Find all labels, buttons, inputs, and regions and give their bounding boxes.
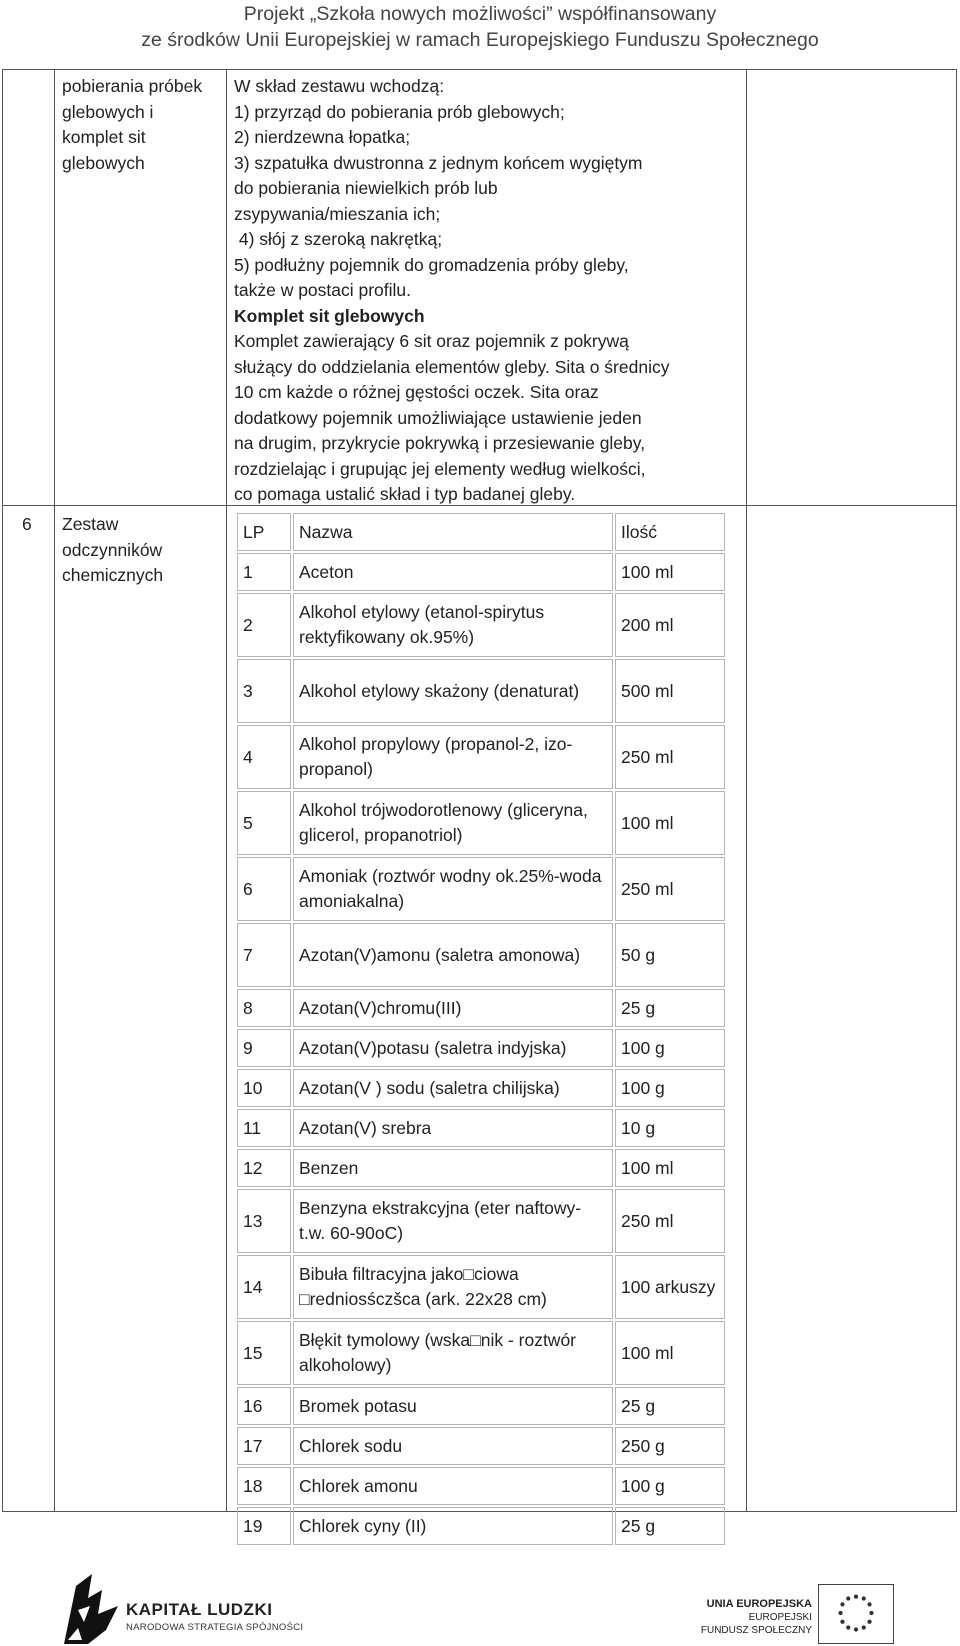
table-row: [237, 1387, 725, 1425]
desc-line: Komplet zawierający 6 sit oraz pojemnik z pokrywą: [234, 331, 629, 351]
cell-qty: 500 ml: [615, 659, 725, 723]
cell-qty: 100 arkuszy: [615, 1255, 725, 1319]
desc-line: do pobierania niewielkich prób lub: [234, 178, 498, 198]
table-row: [237, 1427, 725, 1465]
cell-qty: 100 g: [615, 1029, 725, 1067]
cell-name: Alkohol etylowy (etanol-spirytus rektyfikowany ok.95%): [293, 593, 613, 657]
cell-lp: 6: [237, 857, 291, 921]
prev-name-line: komplet sit: [62, 127, 146, 147]
header-name: Nazwa: [293, 513, 613, 551]
cell-qty: 100 ml: [615, 553, 725, 591]
table-row: [237, 1189, 725, 1253]
table-row: [237, 593, 725, 657]
cell-qty: 250 g: [615, 1427, 725, 1465]
cell-name: Alkohol trójwodorotlenowy (gliceryna, glicerol, propanotriol): [293, 791, 613, 855]
cell-name: Benzen: [293, 1149, 613, 1187]
row6-name: [62, 512, 224, 589]
desc-line: rozdzielając i grupując jej elementy według wielkości,: [234, 458, 646, 479]
kl-title: KAPITAŁ LUDZKI: [126, 1600, 273, 1619]
cell-lp: 18: [237, 1467, 291, 1505]
reagents-table-body: [237, 553, 725, 1545]
cell-qty: 250 ml: [615, 725, 725, 789]
desc-line: zsypywania/mieszania ich;: [234, 203, 441, 224]
row6-name-line: odczynników: [62, 539, 163, 560]
prev-row-description: [234, 74, 734, 508]
column-divider-3: [746, 69, 747, 1512]
footer: [0, 1560, 960, 1646]
table-row: [237, 1255, 725, 1319]
cell-lp: 14: [237, 1255, 291, 1319]
desc-line: 4) słój z szeroką nakrętką;: [234, 229, 443, 249]
desc-line: 10 cm każde o różnej gęstości oczek. Sita oraz: [234, 382, 599, 402]
cell-name: Azotan(V)amonu (saletra amonowa): [293, 923, 613, 987]
row6-name-line: chemicznych: [62, 565, 164, 585]
desc-line: 3) szpatułka dwustronna z jednym końcem wygiętym: [234, 152, 643, 173]
prev-name-line: glebowych: [62, 152, 145, 173]
cell-name: Benzyna ekstrakcyjna (eter naftowy- t.w. 60-90oC): [293, 1189, 613, 1253]
cell-lp: 1: [237, 553, 291, 591]
header-lp: LP: [237, 513, 291, 551]
column-divider-2: [226, 69, 227, 1512]
table-row: [237, 725, 725, 789]
cell-name: Chlorek amonu: [293, 1467, 613, 1505]
table-row: [237, 1321, 725, 1385]
column-divider-1: [54, 69, 55, 1512]
cell-qty: 100 ml: [615, 1321, 725, 1385]
cell-lp: 3: [237, 659, 291, 723]
desc-line: 1) przyrząd do pobierania prób glebowych;: [234, 101, 565, 122]
cell-qty: 250 ml: [615, 1189, 725, 1253]
kl-subtitle: NARODOWA STRATEGIA SPÓJNOŚCI: [126, 1622, 304, 1633]
cell-qty: 200 ml: [615, 593, 725, 657]
cell-lp: 8: [237, 989, 291, 1027]
cell-lp: 12: [237, 1149, 291, 1187]
cell-lp: 5: [237, 791, 291, 855]
kapital-ludzki-logo-icon: [58, 1570, 124, 1646]
eu-label: [700, 1598, 812, 1637]
desc-line: 2) nierdzewna łopatka;: [234, 127, 411, 147]
header-qty: Ilość: [615, 513, 725, 551]
eu-line-1: UNIA EUROPEJSKA: [706, 1598, 812, 1610]
eu-line-2: EUROPEJSKI: [748, 1612, 812, 1623]
cell-name: Azotan(V)chromu(III): [293, 989, 613, 1027]
desc-line: co pomaga ustalić skład i typ badanej gleby.: [234, 484, 576, 504]
cell-qty: 100 g: [615, 1467, 725, 1505]
cell-lp: 15: [237, 1321, 291, 1385]
cell-name: Aceton: [293, 553, 613, 591]
cell-qty: 50 g: [615, 923, 725, 987]
row-number: 6: [22, 514, 32, 534]
table-row: [237, 989, 725, 1027]
cell-lp: 10: [237, 1069, 291, 1107]
cell-name: Azotan(V)potasu (saletra indyjska): [293, 1029, 613, 1067]
eu-line-3: FUNDUSZ SPOŁECZNY: [700, 1625, 812, 1636]
desc-line: 5) podłużny pojemnik do gromadzenia próby gleby,: [234, 254, 629, 275]
desc-line: służący do oddzielania elementów gleby. Sita o średnicy: [234, 356, 670, 377]
desc-line: dodatkowy pojemnik umożliwiające ustawienie jeden: [234, 407, 642, 428]
header-line-1: Projekt „Szkoła nowych możliwości” współfinansowany: [243, 3, 717, 25]
cell-lp: 13: [237, 1189, 291, 1253]
cell-name: Azotan(V) srebra: [293, 1109, 613, 1147]
cell-name: Amoniak (roztwór wodny ok.25%-woda amoniakalna): [293, 857, 613, 921]
cell-name: Błękit tymolowy (wska□nik - roztwór alkoholowy): [293, 1321, 613, 1385]
cell-qty: 25 g: [615, 989, 725, 1027]
prev-row-name: [62, 74, 224, 176]
cell-lp: 11: [237, 1109, 291, 1147]
cell-qty: 250 ml: [615, 857, 725, 921]
desc-line: W skład zestawu wchodzą:: [234, 76, 445, 96]
cell-name: Alkohol propylowy (propanol-2, izo-propanol): [293, 725, 613, 789]
cell-lp: 4: [237, 725, 291, 789]
table-row: [237, 1109, 725, 1147]
cell-lp: 19: [237, 1507, 291, 1545]
table-row: [237, 1467, 725, 1505]
cell-lp: 16: [237, 1387, 291, 1425]
cell-qty: 25 g: [615, 1387, 725, 1425]
reagents-table: [235, 511, 727, 1547]
header-line-2: ze środków Unii Europejskiej w ramach Europejskiego Funduszu Społecznego: [141, 29, 819, 51]
cell-qty: 100 g: [615, 1069, 725, 1107]
table-row: [237, 659, 725, 723]
cell-lp: 2: [237, 593, 291, 657]
cell-qty: 100 ml: [615, 1149, 725, 1187]
cell-name: Alkohol etylowy skażony (denaturat): [293, 659, 613, 723]
row6-name-line: Zestaw: [62, 514, 119, 534]
document-header: [0, 0, 960, 53]
cell-name: Bromek potasu: [293, 1387, 613, 1425]
desc-bold-heading: Komplet sit glebowych: [234, 305, 425, 326]
cell-lp: 9: [237, 1029, 291, 1067]
table-row: [237, 923, 725, 987]
cell-name: Azotan(V ) sodu (saletra chilijska): [293, 1069, 613, 1107]
prev-name-line: pobierania próbek: [62, 76, 203, 96]
cell-name: Chlorek sodu: [293, 1427, 613, 1465]
desc-line: na drugim, przykrycie pokrywką i przesiewanie gleby,: [234, 433, 646, 453]
cell-qty: 25 g: [615, 1507, 725, 1545]
eu-flag-icon: [818, 1584, 894, 1644]
table-row: [237, 1069, 725, 1107]
cell-name: Bibuła filtracyjna jako□ciowa □redniosśczšca (ark. 22x28 cm): [293, 1255, 613, 1319]
table-row: [237, 1507, 725, 1545]
table-row: [237, 553, 725, 591]
cell-lp: 17: [237, 1427, 291, 1465]
table-row: [237, 791, 725, 855]
prev-name-line: glebowych i: [62, 101, 154, 122]
table-row: [237, 1029, 725, 1067]
cell-qty: 10 g: [615, 1109, 725, 1147]
desc-line: także w postaci profilu.: [234, 280, 412, 300]
cell-lp: 7: [237, 923, 291, 987]
table-row: [237, 857, 725, 921]
table-row: [237, 1149, 725, 1187]
cell-name: Chlorek cyny (II): [293, 1507, 613, 1545]
cell-qty: 100 ml: [615, 791, 725, 855]
table-header-row: [237, 513, 725, 551]
